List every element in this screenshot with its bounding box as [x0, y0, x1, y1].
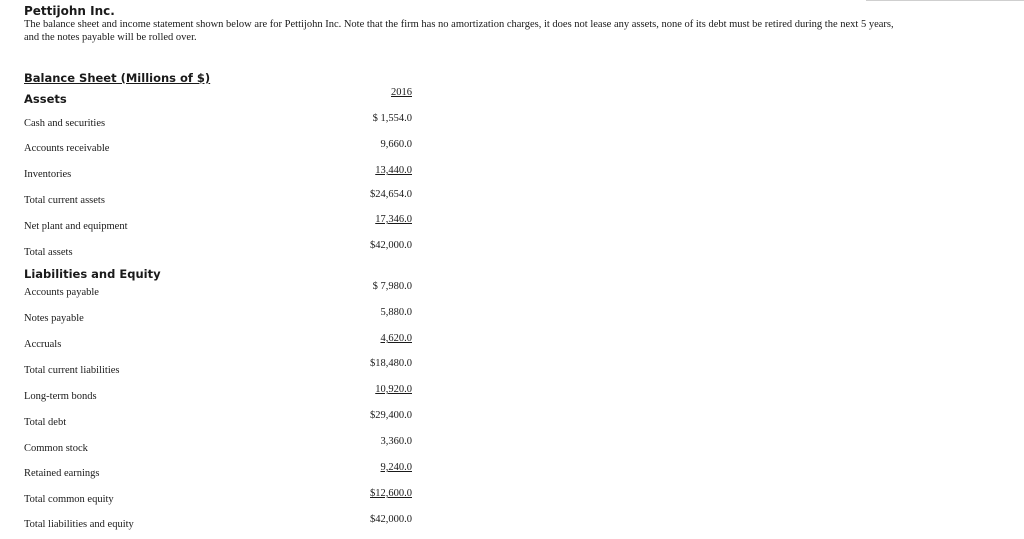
row-value-inventories: 13,440.0	[375, 165, 412, 176]
intro-line-1: The balance sheet and income statement shown below are for Pettijohn Inc. Note that the firm has no amortization charges, it does not lease any assets, none of its debt must be retired during the next 5 years,	[24, 19, 894, 30]
row-value-common-stock: 3,360.0	[380, 436, 412, 447]
row-value-total-liabilities-equity: $42,000.0	[370, 514, 412, 525]
row-value-net-plant: 17,346.0	[375, 214, 412, 225]
row-label-accounts-payable: Accounts payable	[24, 287, 99, 298]
row-value-notes-payable: 5,880.0	[380, 307, 412, 318]
row-label-total-current-liabilities: Total current liabilities	[24, 365, 120, 376]
row-label-retained-earnings: Retained earnings	[24, 468, 100, 479]
row-value-total-common-equity: $12,600.0	[370, 488, 412, 499]
row-label-receivables: Accounts receivable	[24, 143, 110, 154]
row-label-total-assets: Total assets	[24, 247, 73, 258]
row-value-total-debt: $29,400.0	[370, 410, 412, 421]
intro-line-2: and the notes payable will be rolled over.	[24, 31, 197, 43]
liabilities-heading: Liabilities and Equity	[24, 267, 161, 281]
company-title: Pettijohn Inc.	[24, 4, 115, 18]
top-divider	[866, 0, 1024, 1]
row-label-notes-payable: Notes payable	[24, 313, 84, 324]
row-label-accruals: Accruals	[24, 339, 62, 350]
row-value-cash: $ 1,554.0	[372, 113, 412, 124]
row-label-common-stock: Common stock	[24, 443, 88, 454]
row-value-retained-earnings: 9,240.0	[380, 462, 412, 473]
balance-sheet-title: Balance Sheet (Millions of $)	[24, 71, 211, 85]
row-value-long-term-bonds: 10,920.0	[375, 384, 412, 395]
row-label-inventories: Inventories	[24, 169, 72, 180]
row-label-total-liabilities-equity: Total liabilities and equity	[24, 519, 134, 530]
row-value-accounts-payable: $ 7,980.0	[372, 281, 412, 292]
row-label-long-term-bonds: Long-term bonds	[24, 391, 97, 402]
row-value-accruals: 4,620.0	[380, 333, 412, 344]
row-value-total-assets: $42,000.0	[370, 240, 412, 251]
row-label-total-debt: Total debt	[24, 417, 67, 428]
row-value-total-current-liabilities: $18,480.0	[370, 358, 412, 369]
intro-text	[24, 19, 1014, 44]
year-header: 2016	[391, 87, 412, 98]
row-value-total-current-assets: $24,654.0	[370, 189, 412, 200]
row-value-receivables: 9,660.0	[380, 139, 412, 150]
row-label-total-current-assets: Total current assets	[24, 195, 105, 206]
row-label-net-plant: Net plant and equipment	[24, 221, 128, 232]
row-label-total-common-equity: Total common equity	[24, 494, 114, 505]
row-label-cash: Cash and securities	[24, 118, 106, 129]
assets-heading: Assets	[24, 92, 67, 106]
